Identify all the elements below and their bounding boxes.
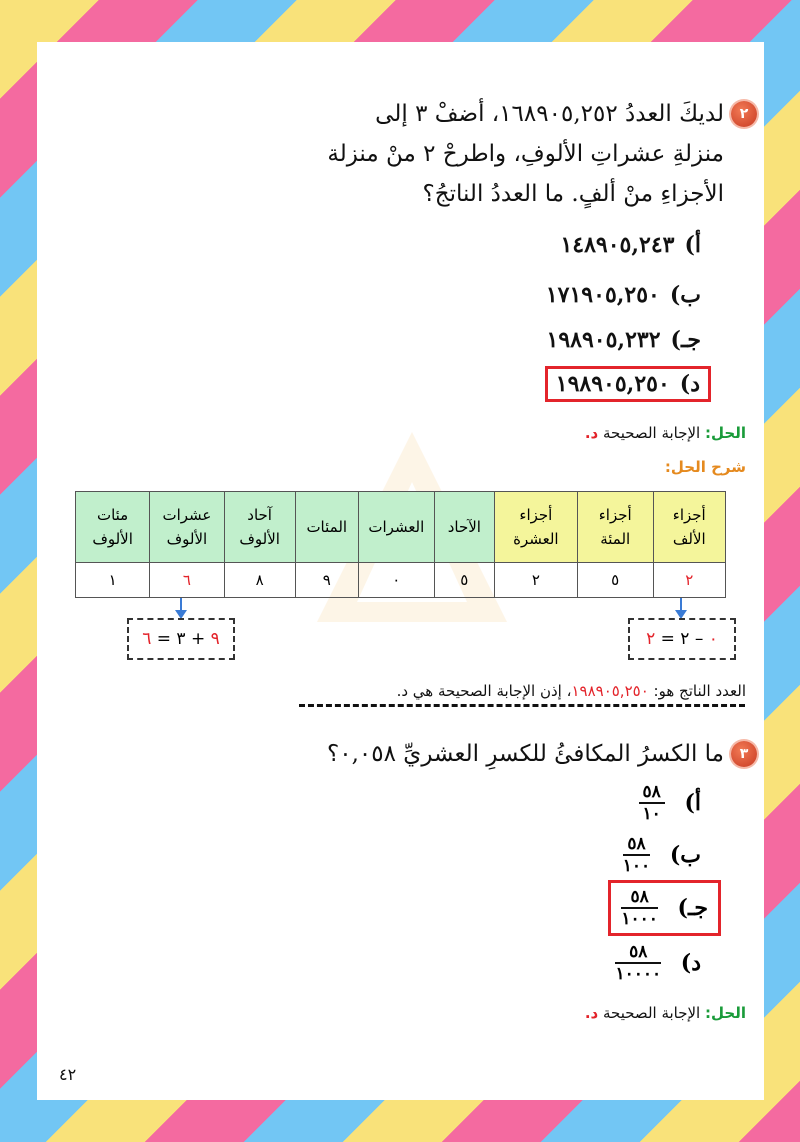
page-number: ٤٢	[59, 1065, 77, 1084]
option-label: أ)	[684, 232, 701, 258]
fraction-denominator: ١٠٠	[622, 856, 651, 876]
solution-line	[585, 424, 746, 442]
calc-operation: – ٢ =	[660, 629, 704, 649]
header-cell: العشرات	[358, 492, 434, 563]
calc-result: ٩	[210, 629, 220, 649]
solution-text: الإجابة الصحيحة	[603, 1004, 701, 1022]
option-c-correct	[608, 880, 721, 936]
fraction	[621, 887, 658, 929]
table-cell: ٩	[295, 563, 358, 598]
result-prefix: العدد الناتج هو:	[653, 682, 746, 700]
header-cell: المئات	[295, 492, 358, 563]
question-line: منزلةِ عشراتِ الألوفِ، واطرحْ ٢ منْ منزلة	[327, 141, 724, 167]
option-label: ب)	[669, 842, 701, 868]
option-d-correct	[545, 366, 711, 402]
option-value: ١٤٨٩٠٥,٢٤٣	[560, 232, 675, 258]
subtraction-calc-box	[628, 618, 736, 660]
arrow-down-icon	[174, 598, 188, 620]
solution-label: الحل:	[705, 1004, 746, 1022]
question-badge: ٢	[731, 101, 757, 127]
header-cell: أجزاء المئة	[577, 492, 653, 563]
result-suffix: ، إذن الإجابة الصحيحة هي د.	[396, 682, 572, 700]
fraction	[639, 782, 665, 824]
result-number: ١٩٨٩٠٥,٢٥٠	[571, 682, 649, 700]
solution-answer: د.	[584, 424, 599, 442]
header-cell: أجزاء الألف	[653, 492, 725, 563]
option-label: ب)	[669, 282, 701, 308]
solution-label: الحل:	[705, 424, 746, 442]
fraction-denominator: ١٠٠٠٠	[615, 964, 662, 984]
table-cell: ٨	[224, 563, 295, 598]
option-label: أ)	[684, 790, 701, 816]
table-cell: ٢	[494, 563, 577, 598]
table-row	[76, 563, 726, 598]
table-cell: ٢	[653, 563, 725, 598]
question-line: الأجزاءِ منْ ألفٍ. ما العددُ الناتجُ؟	[422, 181, 724, 207]
solution-text: الإجابة الصحيحة	[603, 424, 701, 442]
solution-line	[585, 1004, 746, 1022]
header-cell: الآحاد	[434, 492, 494, 563]
option-label: جـ)	[677, 895, 708, 921]
option-label: د)	[680, 950, 701, 976]
question-line: لديكَ العددُ ١٦٨٩٠٥,٢٥٢، أضفْ ٣ إلى	[375, 101, 724, 127]
table-cell: ٥	[434, 563, 494, 598]
option-b	[546, 282, 701, 308]
fraction-denominator: ١٠	[642, 804, 661, 824]
fraction	[623, 834, 650, 876]
header-cell: عشرات الألوف	[150, 492, 224, 563]
header-cell: آحاد الألوف	[224, 492, 295, 563]
fraction-numerator: ٥٨	[615, 942, 661, 964]
result-statement	[397, 682, 746, 700]
option-label: جـ)	[670, 327, 701, 353]
fraction-numerator: ٥٨	[639, 782, 665, 804]
question-badge: ٣	[731, 741, 757, 767]
option-a	[560, 232, 701, 258]
fraction-denominator: ١٠٠٠	[621, 909, 658, 929]
option-a	[639, 782, 701, 824]
table-cell: ٠	[358, 563, 434, 598]
calc-operation: + ٣ =	[156, 629, 206, 649]
table-cell: ٦	[150, 563, 224, 598]
option-value: ١٩٨٩٠٥,٢٥٠	[555, 371, 670, 397]
section-divider	[299, 704, 745, 707]
question-text: ما الكسرُ المكافئُ للكسرِ العشريِّ ٠,٠٥٨؟	[327, 741, 724, 767]
fraction	[615, 942, 661, 984]
question-text	[324, 94, 724, 214]
option-value: ١٧١٩٠٥,٢٥٠	[545, 282, 660, 308]
arrow-down-icon	[674, 598, 688, 620]
calc-result: ٠	[708, 629, 718, 649]
calc-operand: ٢	[646, 629, 656, 649]
solution-answer: د.	[584, 1004, 599, 1022]
option-d	[615, 942, 701, 984]
explanation-title: شرح الحل:	[664, 458, 746, 476]
option-b	[623, 834, 701, 876]
option-label: د)	[679, 371, 700, 397]
table-header-row	[76, 492, 726, 563]
place-value-table	[75, 491, 726, 598]
table-cell: ١	[76, 563, 150, 598]
header-cell: مئات الألوف	[76, 492, 150, 563]
addition-calc-box	[127, 618, 235, 660]
fraction-numerator: ٥٨	[623, 834, 650, 856]
table-cell: ٥	[577, 563, 653, 598]
option-value: ١٩٨٩٠٥,٢٣٢	[546, 327, 661, 353]
header-cell: أجزاء العشرة	[494, 492, 577, 563]
calc-operand: ٦	[142, 629, 152, 649]
textbook-page	[37, 42, 764, 1100]
option-c	[547, 327, 701, 353]
fraction-numerator: ٥٨	[621, 887, 658, 909]
